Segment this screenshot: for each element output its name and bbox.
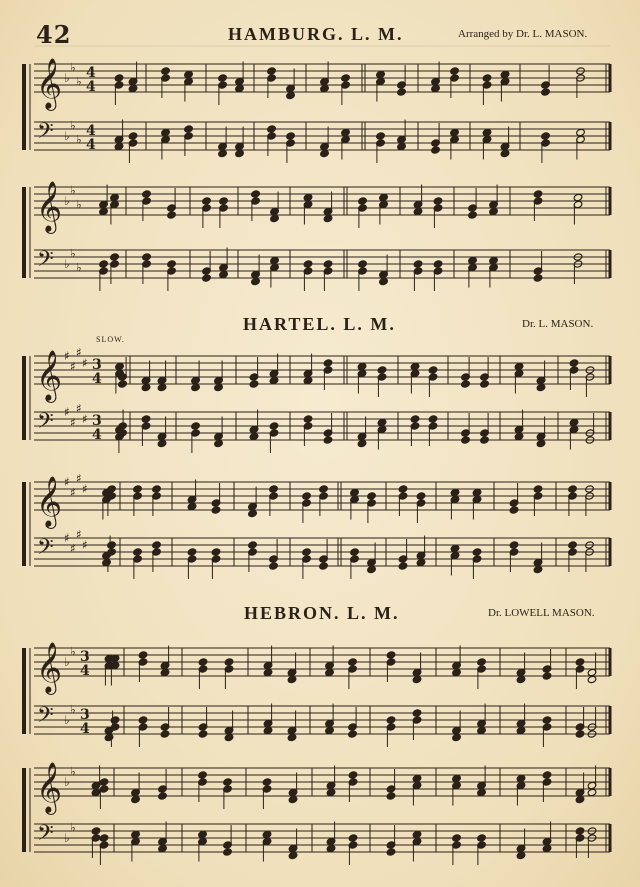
note <box>514 362 524 393</box>
note <box>412 653 422 684</box>
sharp-sign-icon: ♯ <box>76 345 82 360</box>
note <box>398 539 408 570</box>
note <box>198 707 208 738</box>
note <box>161 67 171 98</box>
note <box>585 413 595 444</box>
note <box>211 483 221 514</box>
note <box>263 704 273 735</box>
tune-credit-hebron: Dr. LOWELL MASON. <box>488 607 595 619</box>
sharp-sign-icon: ♯ <box>76 401 82 416</box>
staff <box>34 58 610 111</box>
note <box>416 492 426 523</box>
note <box>573 193 583 224</box>
svg-text:3: 3 <box>92 357 102 373</box>
staff <box>34 528 610 580</box>
note <box>477 704 487 735</box>
sharp-sign-icon: ♯ <box>76 527 82 542</box>
note <box>161 128 171 159</box>
note <box>131 830 141 861</box>
treble-clef-icon: 𝄞 <box>36 642 63 693</box>
note <box>386 769 396 800</box>
note <box>219 197 229 228</box>
svg-text:4: 4 <box>86 123 96 139</box>
note <box>110 654 120 685</box>
note <box>516 653 526 684</box>
note <box>379 255 389 286</box>
note <box>536 361 546 392</box>
note <box>480 357 490 388</box>
sharp-sign-icon: ♯ <box>70 485 76 500</box>
note <box>468 256 478 287</box>
note <box>569 418 579 449</box>
note <box>269 422 279 453</box>
note <box>341 128 351 159</box>
note <box>357 362 367 393</box>
note <box>248 541 258 572</box>
note <box>516 704 526 735</box>
note <box>142 253 152 284</box>
staff <box>34 642 610 695</box>
note <box>138 716 148 747</box>
note <box>533 485 543 516</box>
note <box>472 548 482 579</box>
note <box>157 361 167 392</box>
note <box>286 132 296 163</box>
note <box>110 253 120 284</box>
note <box>198 830 208 861</box>
note <box>219 248 229 279</box>
staff <box>34 346 610 404</box>
note <box>416 536 426 567</box>
flat-sign-icon: ♭ <box>64 257 70 271</box>
note <box>218 127 228 158</box>
note <box>235 62 245 93</box>
note <box>107 485 117 516</box>
note <box>386 716 396 747</box>
note <box>573 253 583 284</box>
sharp-sign-icon: ♯ <box>64 349 70 363</box>
flat-sign-icon: ♭ <box>64 655 70 669</box>
note <box>398 485 408 516</box>
note <box>431 62 441 93</box>
note <box>287 711 297 742</box>
note <box>319 539 329 570</box>
note <box>323 413 333 444</box>
note <box>114 120 124 151</box>
note <box>303 354 313 385</box>
flat-sign-icon: ♭ <box>76 132 82 147</box>
svg-text:3: 3 <box>92 413 102 429</box>
note <box>428 366 438 397</box>
flat-sign-icon: ♭ <box>64 194 70 208</box>
note <box>157 417 167 448</box>
flat-sign-icon: ♭ <box>64 775 70 789</box>
note <box>412 709 422 740</box>
note <box>288 773 298 804</box>
note <box>431 123 441 154</box>
note <box>142 190 152 221</box>
note <box>452 834 462 865</box>
note <box>249 410 259 441</box>
note <box>138 651 148 682</box>
note <box>477 834 487 865</box>
sharp-sign-icon: ♯ <box>70 359 76 374</box>
note <box>91 766 101 797</box>
note <box>107 541 117 572</box>
note <box>357 417 367 448</box>
note <box>350 548 360 579</box>
note <box>152 541 162 572</box>
staff <box>34 821 610 866</box>
note <box>158 822 168 853</box>
note <box>160 646 170 677</box>
note <box>477 766 487 797</box>
treble-clef-icon: 𝄞 <box>36 181 63 232</box>
flat-sign-icon: ♭ <box>70 644 76 659</box>
note <box>99 185 109 216</box>
note <box>433 197 443 228</box>
note <box>287 653 297 684</box>
note <box>267 125 277 156</box>
note <box>251 255 261 286</box>
note <box>489 256 499 287</box>
note <box>262 778 272 809</box>
note <box>377 418 387 449</box>
note <box>267 67 277 98</box>
note <box>576 67 586 98</box>
svg-text:4: 4 <box>86 137 96 153</box>
note <box>320 62 330 93</box>
note <box>131 773 141 804</box>
sharp-sign-icon: ♯ <box>82 356 88 370</box>
tune-title-hebron: HEBRON. L. M. <box>244 603 400 623</box>
note <box>541 132 551 163</box>
note <box>248 487 258 518</box>
note <box>270 256 280 287</box>
staff <box>34 247 610 292</box>
flat-sign-icon: ♭ <box>70 820 76 835</box>
note <box>477 658 487 689</box>
note <box>585 541 595 572</box>
note <box>575 658 585 689</box>
note <box>348 707 358 738</box>
note <box>269 354 279 385</box>
note <box>187 480 197 511</box>
note <box>152 485 162 516</box>
note <box>482 128 492 159</box>
note <box>376 70 386 101</box>
flat-sign-icon: ♭ <box>70 118 76 133</box>
note <box>575 773 585 804</box>
note <box>99 834 109 865</box>
note <box>235 127 245 158</box>
flat-sign-icon: ♭ <box>70 764 76 779</box>
staff <box>34 472 610 530</box>
bass-clef-icon: 𝄢 <box>37 821 54 851</box>
note <box>358 197 368 228</box>
flat-sign-icon: ♭ <box>76 260 82 275</box>
note <box>110 716 120 747</box>
note <box>568 541 578 572</box>
note <box>323 359 333 390</box>
note <box>249 357 259 388</box>
note <box>325 704 335 735</box>
note <box>461 413 471 444</box>
note <box>202 197 212 228</box>
note <box>450 128 460 159</box>
note <box>214 417 224 448</box>
sharp-sign-icon: ♯ <box>76 471 82 486</box>
flat-sign-icon: ♭ <box>64 831 70 845</box>
note <box>542 822 552 853</box>
note <box>568 485 578 516</box>
note <box>587 653 597 684</box>
sharp-sign-icon: ♯ <box>70 415 76 430</box>
tune-credit-hartel: Dr. L. MASON. <box>522 318 594 330</box>
bass-clef-icon: 𝄢 <box>37 535 54 565</box>
note <box>288 829 298 860</box>
note <box>542 771 552 802</box>
note <box>133 548 143 579</box>
treble-clef-icon: 𝄞 <box>36 58 63 109</box>
flat-sign-icon: ♭ <box>70 60 76 75</box>
note <box>224 658 234 689</box>
note <box>263 646 273 677</box>
svg-text:4: 4 <box>80 721 90 737</box>
note <box>141 361 151 392</box>
flat-sign-icon: ♭ <box>76 197 82 212</box>
page-number: 42 <box>36 20 72 49</box>
note <box>585 485 595 516</box>
note <box>302 548 312 579</box>
note <box>450 67 460 98</box>
note <box>576 128 586 159</box>
note <box>587 707 597 738</box>
note <box>397 120 407 151</box>
flat-sign-icon: ♭ <box>70 246 76 261</box>
note <box>133 485 143 516</box>
svg-text:4: 4 <box>86 65 96 81</box>
note <box>286 69 296 100</box>
staff <box>34 181 610 234</box>
note <box>452 774 462 805</box>
note <box>489 185 499 216</box>
note <box>514 410 524 441</box>
note <box>128 132 138 163</box>
note <box>326 822 336 853</box>
note <box>114 74 124 105</box>
note <box>386 825 396 856</box>
note <box>202 251 212 282</box>
note <box>198 771 208 802</box>
treble-clef-icon: 𝄞 <box>36 762 63 813</box>
note <box>575 827 585 858</box>
svg-text:4: 4 <box>80 663 90 679</box>
note <box>461 357 471 388</box>
note <box>575 707 585 738</box>
note <box>303 193 313 224</box>
note <box>367 543 377 574</box>
note <box>516 829 526 860</box>
note <box>468 188 478 219</box>
note <box>191 422 201 453</box>
note <box>341 74 351 105</box>
note <box>160 707 170 738</box>
note <box>509 541 519 572</box>
note <box>376 132 386 163</box>
note <box>377 366 387 397</box>
note <box>167 260 177 291</box>
note <box>348 771 358 802</box>
note <box>302 492 312 523</box>
note <box>500 70 510 101</box>
note <box>533 251 543 282</box>
note <box>412 774 422 805</box>
staff <box>34 703 610 748</box>
note <box>326 766 336 797</box>
tune-title-hamburg: HAMBURG. L. M. <box>228 24 404 44</box>
note <box>350 488 360 519</box>
note <box>198 658 208 689</box>
note <box>99 260 109 291</box>
note <box>320 127 330 158</box>
note <box>367 492 377 523</box>
note <box>428 415 438 446</box>
note <box>184 70 194 101</box>
note <box>319 485 329 516</box>
note <box>184 125 194 156</box>
note <box>269 485 279 516</box>
note <box>410 362 420 393</box>
flat-sign-icon: ♭ <box>70 702 76 717</box>
note <box>452 711 462 742</box>
note <box>223 825 233 856</box>
tune-title-hartel: HARTEL. L. M. <box>243 314 396 334</box>
note <box>587 766 597 797</box>
bass-clef-icon: 𝄢 <box>37 703 54 733</box>
note <box>541 65 551 96</box>
treble-clef-icon: 𝄞 <box>36 476 63 527</box>
note <box>569 359 579 390</box>
note <box>587 827 597 858</box>
flat-sign-icon: ♭ <box>64 713 70 727</box>
svg-text:4: 4 <box>92 427 102 443</box>
flat-sign-icon: ♭ <box>64 71 70 85</box>
staff <box>34 402 610 454</box>
svg-text:4: 4 <box>92 371 102 387</box>
note <box>379 193 389 224</box>
sharp-sign-icon: ♯ <box>82 482 88 496</box>
note <box>348 658 358 689</box>
svg-text:4: 4 <box>86 79 96 95</box>
sharp-sign-icon: ♯ <box>70 541 76 556</box>
bass-clef-icon: 𝄢 <box>37 409 54 439</box>
note <box>412 830 422 861</box>
note <box>158 769 168 800</box>
note <box>542 649 552 680</box>
note <box>410 415 420 446</box>
note <box>303 260 313 291</box>
note <box>128 62 138 93</box>
sharp-sign-icon: ♯ <box>82 538 88 552</box>
note <box>223 778 233 809</box>
note <box>323 260 333 291</box>
note <box>303 415 313 446</box>
note <box>251 190 261 221</box>
note <box>472 488 482 519</box>
note <box>482 74 492 105</box>
note <box>509 483 519 514</box>
note <box>413 185 423 216</box>
note <box>141 415 151 446</box>
note <box>433 260 443 291</box>
note <box>533 190 543 221</box>
note <box>110 193 120 224</box>
note <box>516 774 526 805</box>
tempo-marking-hartel: SLOW. <box>96 335 125 344</box>
note <box>99 778 109 809</box>
sharp-sign-icon: ♯ <box>64 531 70 545</box>
note <box>91 827 101 858</box>
note <box>536 417 546 448</box>
bass-clef-icon: 𝄢 <box>37 119 54 149</box>
staff <box>34 762 610 815</box>
note <box>413 260 423 291</box>
sharp-sign-icon: ♯ <box>82 412 88 426</box>
note <box>187 548 197 579</box>
note <box>270 192 280 223</box>
note <box>348 834 358 865</box>
note <box>358 260 368 291</box>
bass-clef-icon: 𝄢 <box>37 247 54 277</box>
sharp-sign-icon: ♯ <box>64 405 70 419</box>
note <box>214 361 224 392</box>
note <box>224 711 234 742</box>
sharp-sign-icon: ♯ <box>64 475 70 489</box>
note <box>450 488 460 519</box>
note <box>480 413 490 444</box>
tune-credit-hamburg: Arranged by Dr. L. MASON. <box>458 28 588 40</box>
flat-sign-icon: ♭ <box>70 183 76 198</box>
note <box>191 361 201 392</box>
svg-text:3: 3 <box>80 707 90 723</box>
flat-sign-icon: ♭ <box>76 74 82 89</box>
note <box>397 65 407 96</box>
note <box>500 127 510 158</box>
note <box>269 539 279 570</box>
note <box>262 830 272 861</box>
flat-sign-icon: ♭ <box>64 129 70 143</box>
treble-clef-icon: 𝄞 <box>36 350 63 401</box>
note <box>533 543 543 574</box>
note <box>218 74 228 105</box>
note <box>542 716 552 747</box>
note <box>167 188 177 219</box>
note <box>211 548 221 579</box>
note <box>585 366 595 397</box>
note <box>325 646 335 677</box>
note <box>386 651 396 682</box>
note <box>323 192 333 223</box>
note <box>450 544 460 575</box>
svg-text:3: 3 <box>80 649 90 665</box>
staff <box>34 119 610 164</box>
note <box>452 646 462 677</box>
